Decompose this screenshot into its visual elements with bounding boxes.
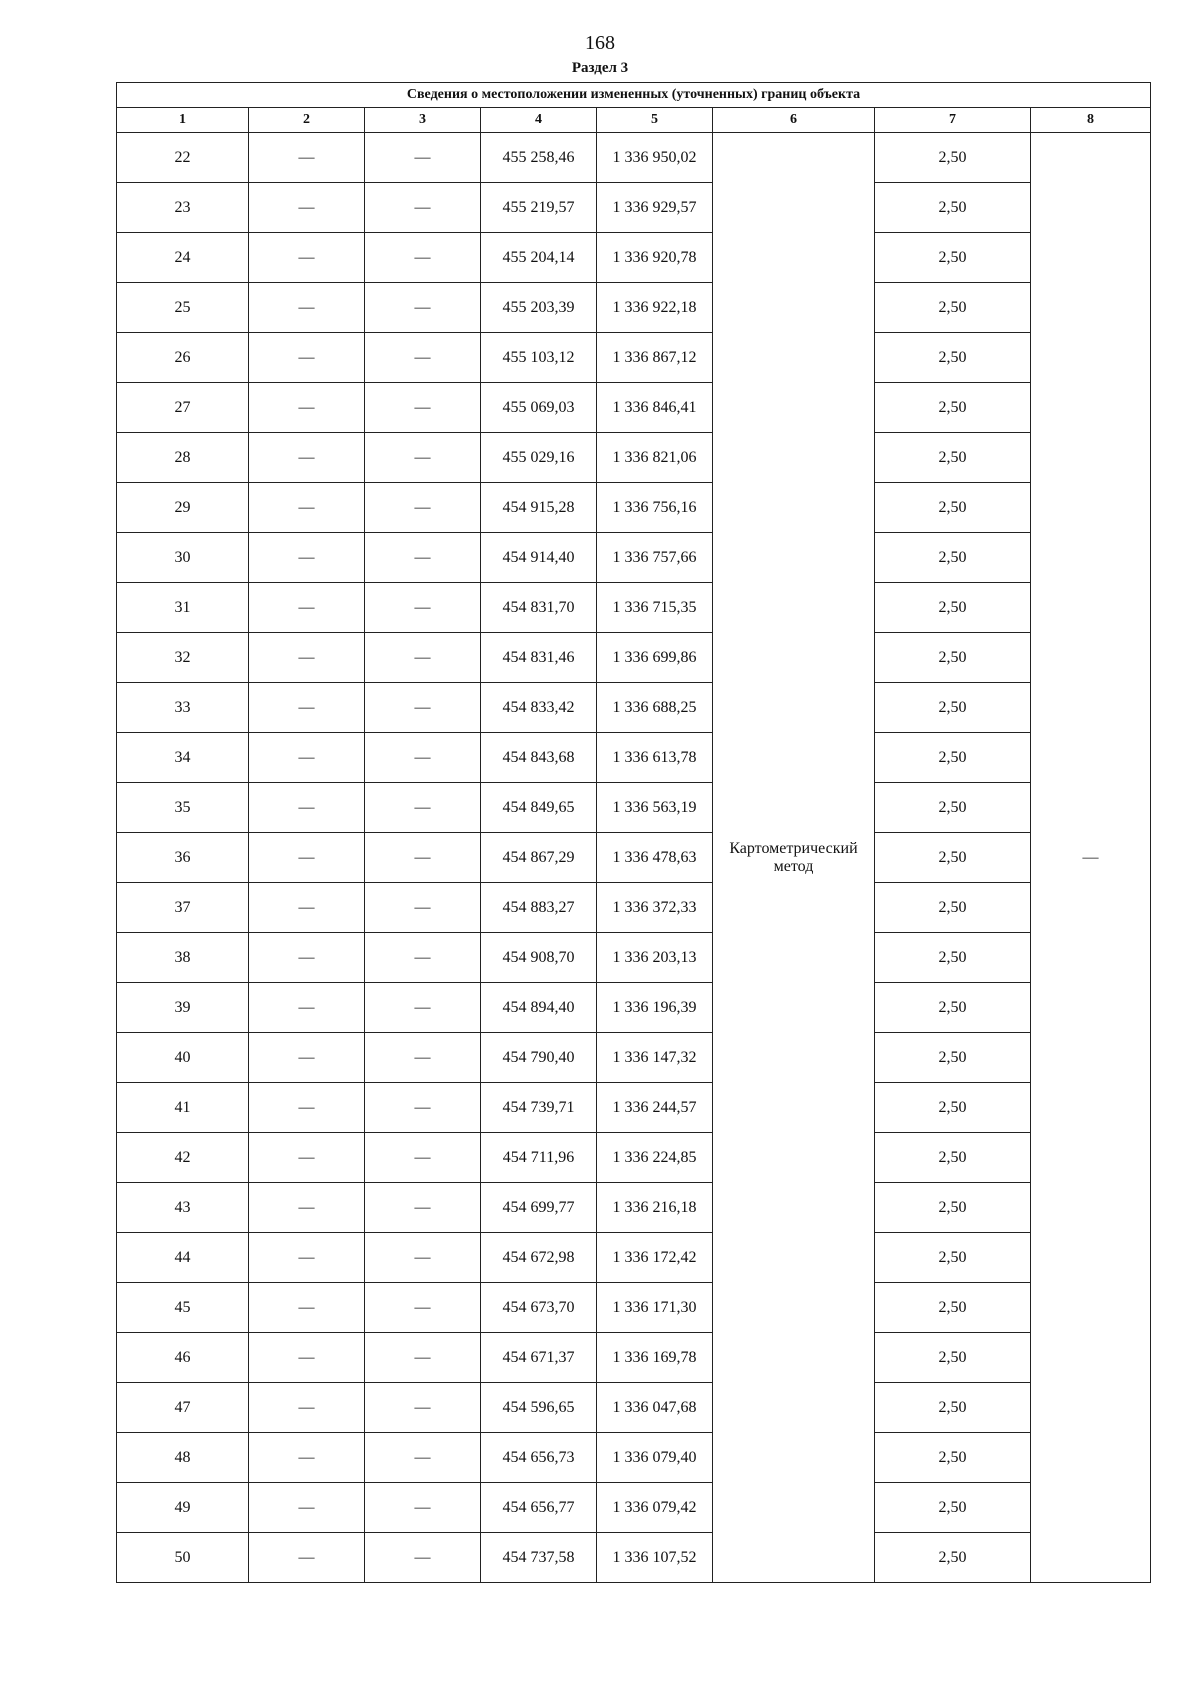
column-2-cell: — — [249, 433, 365, 483]
coordinate-x-cell: 454 914,40 — [481, 533, 597, 583]
point-number-cell: 45 — [117, 1283, 249, 1333]
column-3-cell: — — [365, 1483, 481, 1533]
column-3-cell: — — [365, 133, 481, 183]
accuracy-cell: 2,50 — [875, 1133, 1031, 1183]
column-3-cell: — — [365, 1133, 481, 1183]
table-row — [117, 1533, 1151, 1583]
coordinate-y-cell: 1 336 196,39 — [597, 983, 713, 1033]
column-3-cell: — — [365, 983, 481, 1033]
column-number-6: 6 — [713, 108, 875, 133]
column-2-cell: — — [249, 783, 365, 833]
table-row — [117, 133, 1151, 183]
point-number-cell: 40 — [117, 1033, 249, 1083]
accuracy-cell: 2,50 — [875, 683, 1031, 733]
column-2-cell: — — [249, 283, 365, 333]
table-row — [117, 583, 1151, 633]
table-row — [117, 233, 1151, 283]
coordinate-y-cell: 1 336 950,02 — [597, 133, 713, 183]
column-2-cell: — — [249, 1183, 365, 1233]
column-2-cell: — — [249, 833, 365, 883]
coordinate-x-cell: 454 790,40 — [481, 1033, 597, 1083]
coordinate-y-cell: 1 336 846,41 — [597, 383, 713, 433]
column-number-5: 5 — [597, 108, 713, 133]
point-number-cell: 25 — [117, 283, 249, 333]
column-3-cell: — — [365, 933, 481, 983]
coordinate-y-cell: 1 336 171,30 — [597, 1283, 713, 1333]
coordinate-x-cell: 454 737,58 — [481, 1533, 597, 1583]
column-3-cell: — — [365, 633, 481, 683]
coordinate-y-cell: 1 336 107,52 — [597, 1533, 713, 1583]
column-2-cell: — — [249, 1233, 365, 1283]
accuracy-cell: 2,50 — [875, 633, 1031, 683]
coordinate-x-cell: 455 069,03 — [481, 383, 597, 433]
column-2-cell: — — [249, 1133, 365, 1183]
table-row — [117, 1233, 1151, 1283]
coordinate-y-cell: 1 336 920,78 — [597, 233, 713, 283]
accuracy-cell: 2,50 — [875, 183, 1031, 233]
table-row — [117, 433, 1151, 483]
page-number: 168 — [585, 32, 615, 54]
point-number-cell: 28 — [117, 433, 249, 483]
coordinate-x-cell: 454 831,70 — [481, 583, 597, 633]
coordinate-x-cell: 454 672,98 — [481, 1233, 597, 1283]
accuracy-cell: 2,50 — [875, 1533, 1031, 1583]
column-3-cell: — — [365, 233, 481, 283]
column-2-cell: — — [249, 1433, 365, 1483]
point-number-cell: 39 — [117, 983, 249, 1033]
point-number-cell: 42 — [117, 1133, 249, 1183]
table-row — [117, 733, 1151, 783]
point-number-cell: 26 — [117, 333, 249, 383]
point-number-cell: 41 — [117, 1083, 249, 1133]
table-row — [117, 1383, 1151, 1433]
column-3-cell: — — [365, 1283, 481, 1333]
table-row — [117, 383, 1151, 433]
point-number-cell: 50 — [117, 1533, 249, 1583]
column-2-cell: — — [249, 733, 365, 783]
accuracy-cell: 2,50 — [875, 1433, 1031, 1483]
table-row — [117, 633, 1151, 683]
column-number-4: 4 — [481, 108, 597, 133]
point-number-cell: 31 — [117, 583, 249, 633]
table-row — [117, 183, 1151, 233]
point-number-cell: 29 — [117, 483, 249, 533]
method-cell: Картометрический метод — [713, 133, 875, 1583]
column-3-cell: — — [365, 1333, 481, 1383]
table-row — [117, 833, 1151, 883]
point-number-cell: 30 — [117, 533, 249, 583]
column-number-7: 7 — [875, 108, 1031, 133]
coordinate-y-cell: 1 336 756,16 — [597, 483, 713, 533]
coordinate-y-cell: 1 336 244,57 — [597, 1083, 713, 1133]
column-3-cell: — — [365, 183, 481, 233]
column-number-1: 1 — [117, 108, 249, 133]
column-8-cell: — — [1031, 133, 1151, 1583]
column-number-3: 3 — [365, 108, 481, 133]
column-number-8: 8 — [1031, 108, 1151, 133]
column-3-cell: — — [365, 1083, 481, 1133]
accuracy-cell: 2,50 — [875, 1333, 1031, 1383]
coordinate-x-cell: 454 699,77 — [481, 1183, 597, 1233]
column-3-cell: — — [365, 1533, 481, 1583]
column-3-cell: — — [365, 683, 481, 733]
column-2-cell: — — [249, 533, 365, 583]
column-2-cell: — — [249, 383, 365, 433]
coordinate-y-cell: 1 336 715,35 — [597, 583, 713, 633]
point-number-cell: 47 — [117, 1383, 249, 1433]
table-row — [117, 333, 1151, 383]
point-number-cell: 48 — [117, 1433, 249, 1483]
column-2-cell: — — [249, 1283, 365, 1333]
column-number-row — [117, 108, 1151, 133]
column-number-2: 2 — [249, 108, 365, 133]
table-row — [117, 783, 1151, 833]
coordinate-x-cell: 454 711,96 — [481, 1133, 597, 1183]
column-3-cell: — — [365, 783, 481, 833]
accuracy-cell: 2,50 — [875, 1233, 1031, 1283]
coordinate-y-cell: 1 336 147,32 — [597, 1033, 713, 1083]
column-3-cell: — — [365, 383, 481, 433]
point-number-cell: 35 — [117, 783, 249, 833]
table-row — [117, 883, 1151, 933]
coordinate-y-cell: 1 336 047,68 — [597, 1383, 713, 1433]
point-number-cell: 49 — [117, 1483, 249, 1533]
column-3-cell: — — [365, 1183, 481, 1233]
coordinate-x-cell: 454 671,37 — [481, 1333, 597, 1383]
table-row — [117, 1183, 1151, 1233]
accuracy-cell: 2,50 — [875, 583, 1031, 633]
table-row — [117, 283, 1151, 333]
boundary-table — [116, 82, 1151, 1583]
coordinate-y-cell: 1 336 563,19 — [597, 783, 713, 833]
coordinate-x-cell: 455 103,12 — [481, 333, 597, 383]
coordinate-x-cell: 454 596,65 — [481, 1383, 597, 1433]
column-2-cell: — — [249, 183, 365, 233]
column-3-cell: — — [365, 433, 481, 483]
coordinate-x-cell: 454 739,71 — [481, 1083, 597, 1133]
column-2-cell: — — [249, 983, 365, 1033]
column-2-cell: — — [249, 233, 365, 283]
column-2-cell: — — [249, 1533, 365, 1583]
coordinate-x-cell: 454 883,27 — [481, 883, 597, 933]
column-3-cell: — — [365, 1233, 481, 1283]
coordinate-y-cell: 1 336 216,18 — [597, 1183, 713, 1233]
accuracy-cell: 2,50 — [875, 883, 1031, 933]
column-2-cell: — — [249, 1083, 365, 1133]
column-3-cell: — — [365, 533, 481, 583]
point-number-cell: 46 — [117, 1333, 249, 1383]
accuracy-cell: 2,50 — [875, 133, 1031, 183]
table-row — [117, 1433, 1151, 1483]
accuracy-cell: 2,50 — [875, 783, 1031, 833]
table-row — [117, 533, 1151, 583]
point-number-cell: 32 — [117, 633, 249, 683]
table-row — [117, 933, 1151, 983]
table-row — [117, 1033, 1151, 1083]
column-2-cell: — — [249, 933, 365, 983]
point-number-cell: 22 — [117, 133, 249, 183]
coordinate-y-cell: 1 336 478,63 — [597, 833, 713, 883]
coordinate-y-cell: 1 336 224,85 — [597, 1133, 713, 1183]
point-number-cell: 44 — [117, 1233, 249, 1283]
column-3-cell: — — [365, 833, 481, 883]
point-number-cell: 37 — [117, 883, 249, 933]
accuracy-cell: 2,50 — [875, 1383, 1031, 1433]
column-2-cell: — — [249, 683, 365, 733]
coordinate-y-cell: 1 336 699,86 — [597, 633, 713, 683]
accuracy-cell: 2,50 — [875, 983, 1031, 1033]
column-2-cell: — — [249, 1033, 365, 1083]
coordinate-y-cell: 1 336 929,57 — [597, 183, 713, 233]
table-row — [117, 1133, 1151, 1183]
coordinate-x-cell: 454 915,28 — [481, 483, 597, 533]
accuracy-cell: 2,50 — [875, 433, 1031, 483]
accuracy-cell: 2,50 — [875, 383, 1031, 433]
coordinate-y-cell: 1 336 922,18 — [597, 283, 713, 333]
column-3-cell: — — [365, 333, 481, 383]
point-number-cell: 38 — [117, 933, 249, 983]
coordinate-x-cell: 454 908,70 — [481, 933, 597, 983]
coordinate-y-cell: 1 336 203,13 — [597, 933, 713, 983]
accuracy-cell: 2,50 — [875, 333, 1031, 383]
coordinate-x-cell: 454 843,68 — [481, 733, 597, 783]
point-number-cell: 24 — [117, 233, 249, 283]
point-number-cell: 27 — [117, 383, 249, 433]
column-2-cell: — — [249, 333, 365, 383]
column-2-cell: — — [249, 133, 365, 183]
coordinate-x-cell: 455 258,46 — [481, 133, 597, 183]
coordinate-y-cell: 1 336 079,40 — [597, 1433, 713, 1483]
column-3-cell: — — [365, 483, 481, 533]
accuracy-cell: 2,50 — [875, 1083, 1031, 1133]
table-row — [117, 1083, 1151, 1133]
table-row — [117, 983, 1151, 1033]
coordinate-x-cell: 454 894,40 — [481, 983, 597, 1033]
column-3-cell: — — [365, 1383, 481, 1433]
accuracy-cell: 2,50 — [875, 1183, 1031, 1233]
point-number-cell: 43 — [117, 1183, 249, 1233]
coordinate-y-cell: 1 336 867,12 — [597, 333, 713, 383]
section-title: Раздел 3 — [571, 60, 629, 76]
table-body — [117, 83, 1151, 1583]
table-row — [117, 1333, 1151, 1383]
column-2-cell: — — [249, 1333, 365, 1383]
column-2-cell: — — [249, 483, 365, 533]
coordinate-y-cell: 1 336 169,78 — [597, 1333, 713, 1383]
table-caption-row — [117, 83, 1151, 108]
table-caption: Сведения о местоположении измененных (уточненных) границ объекта — [117, 83, 1151, 108]
accuracy-cell: 2,50 — [875, 1033, 1031, 1083]
coordinate-x-cell: 455 203,39 — [481, 283, 597, 333]
column-2-cell: — — [249, 633, 365, 683]
coordinate-y-cell: 1 336 172,42 — [597, 1233, 713, 1283]
coordinate-y-cell: 1 336 757,66 — [597, 533, 713, 583]
column-2-cell: — — [249, 1383, 365, 1433]
column-2-cell: — — [249, 1483, 365, 1533]
coordinate-x-cell: 455 204,14 — [481, 233, 597, 283]
table-row — [117, 683, 1151, 733]
coordinate-y-cell: 1 336 372,33 — [597, 883, 713, 933]
column-2-cell: — — [249, 583, 365, 633]
table-row — [117, 483, 1151, 533]
coordinate-x-cell: 455 219,57 — [481, 183, 597, 233]
coordinate-x-cell: 455 029,16 — [481, 433, 597, 483]
accuracy-cell: 2,50 — [875, 933, 1031, 983]
coordinate-y-cell: 1 336 688,25 — [597, 683, 713, 733]
column-3-cell: — — [365, 883, 481, 933]
coordinate-x-cell: 454 849,65 — [481, 783, 597, 833]
point-number-cell: 34 — [117, 733, 249, 783]
accuracy-cell: 2,50 — [875, 283, 1031, 333]
table-row — [117, 1283, 1151, 1333]
accuracy-cell: 2,50 — [875, 1483, 1031, 1533]
point-number-cell: 36 — [117, 833, 249, 883]
column-3-cell: — — [365, 1033, 481, 1083]
column-3-cell: — — [365, 1433, 481, 1483]
table-row — [117, 1483, 1151, 1533]
column-3-cell: — — [365, 583, 481, 633]
accuracy-cell: 2,50 — [875, 483, 1031, 533]
coordinate-x-cell: 454 656,73 — [481, 1433, 597, 1483]
accuracy-cell: 2,50 — [875, 833, 1031, 883]
coordinate-x-cell: 454 833,42 — [481, 683, 597, 733]
column-3-cell: — — [365, 283, 481, 333]
accuracy-cell: 2,50 — [875, 733, 1031, 783]
coordinate-x-cell: 454 673,70 — [481, 1283, 597, 1333]
point-number-cell: 23 — [117, 183, 249, 233]
coordinate-x-cell: 454 831,46 — [481, 633, 597, 683]
coordinate-x-cell: 454 656,77 — [481, 1483, 597, 1533]
accuracy-cell: 2,50 — [875, 233, 1031, 283]
coordinate-x-cell: 454 867,29 — [481, 833, 597, 883]
column-2-cell: — — [249, 883, 365, 933]
accuracy-cell: 2,50 — [875, 1283, 1031, 1333]
point-number-cell: 33 — [117, 683, 249, 733]
column-3-cell: — — [365, 733, 481, 783]
coordinate-y-cell: 1 336 613,78 — [597, 733, 713, 783]
accuracy-cell: 2,50 — [875, 533, 1031, 583]
coordinate-y-cell: 1 336 079,42 — [597, 1483, 713, 1533]
coordinate-y-cell: 1 336 821,06 — [597, 433, 713, 483]
